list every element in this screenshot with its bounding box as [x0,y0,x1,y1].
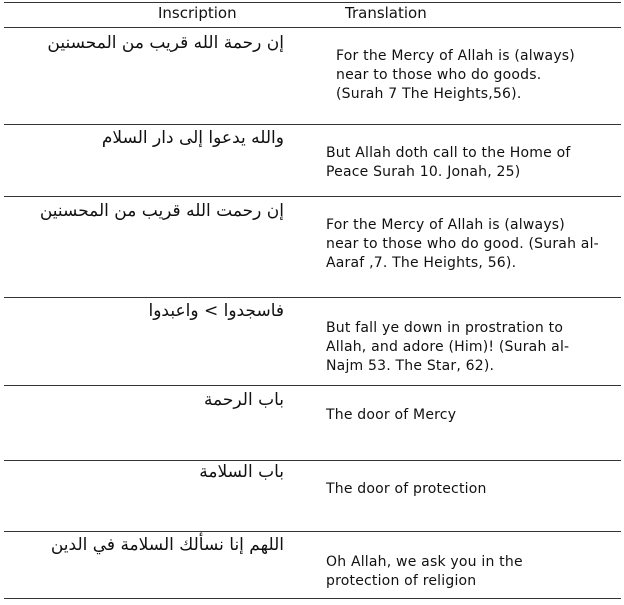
translation-line: But Allah doth call to the Home of [326,145,571,161]
inscription-cell: إن رحمة الله قريب من المحسنين [47,33,284,53]
translation-line: For the Mercy of Allah is (always) [336,48,575,64]
translation-line: The door of Mercy [326,407,457,423]
translation-cell [326,406,616,425]
translation-line: Oh Allah, we ask you in the [326,554,523,570]
translation-line: Aaraf ,7. The Heights, 56). [326,255,517,271]
table-bottom-rule [4,598,621,599]
translation-line: near to those who do good. (Surah al- [326,236,599,252]
table-top-rule [4,2,621,3]
translation-line: (Surah 7 The Heights,56). [336,86,522,102]
translation-line: protection of religion [326,573,477,589]
header-inscription: Inscription [158,4,237,22]
translation-line: The door of protection [326,481,487,497]
inscription-cell: باب السلامة [199,462,284,482]
inscription-cell: والله يدعوا إلى دار السلام [101,128,284,148]
translation-line: Allah, and adore (Him)! (Surah al- [326,339,570,355]
translation-cell [326,480,616,499]
translation-cell [326,216,616,273]
row-rule [4,531,621,532]
translation-line: near to those who do goods. [336,67,542,83]
translation-cell [336,47,621,104]
row-rule [4,385,621,386]
translation-line: Peace Surah 10. Jonah, 25) [326,164,521,180]
row-rule [4,297,621,298]
translation-cell [326,319,616,376]
row-rule [4,460,621,461]
header-translation: Translation [345,4,427,22]
inscription-cell: إن رحمت الله قريب من المحسنين [39,201,284,221]
translation-line: For the Mercy of Allah is (always) [326,217,565,233]
header-rule [4,27,621,28]
translation-line: But fall ye down in prostration to [326,320,564,336]
inscription-cell: باب الرحمة [203,390,284,410]
translation-cell [326,553,616,591]
inscription-cell: فاسجدوا > واعبدوا [148,301,284,321]
row-rule [4,196,621,197]
translation-cell [326,144,616,182]
row-rule [4,124,621,125]
translation-line: Najm 53. The Star, 62). [326,358,495,374]
inscription-cell: اللهم إنا نسألك السلامة في الدين [50,535,284,555]
